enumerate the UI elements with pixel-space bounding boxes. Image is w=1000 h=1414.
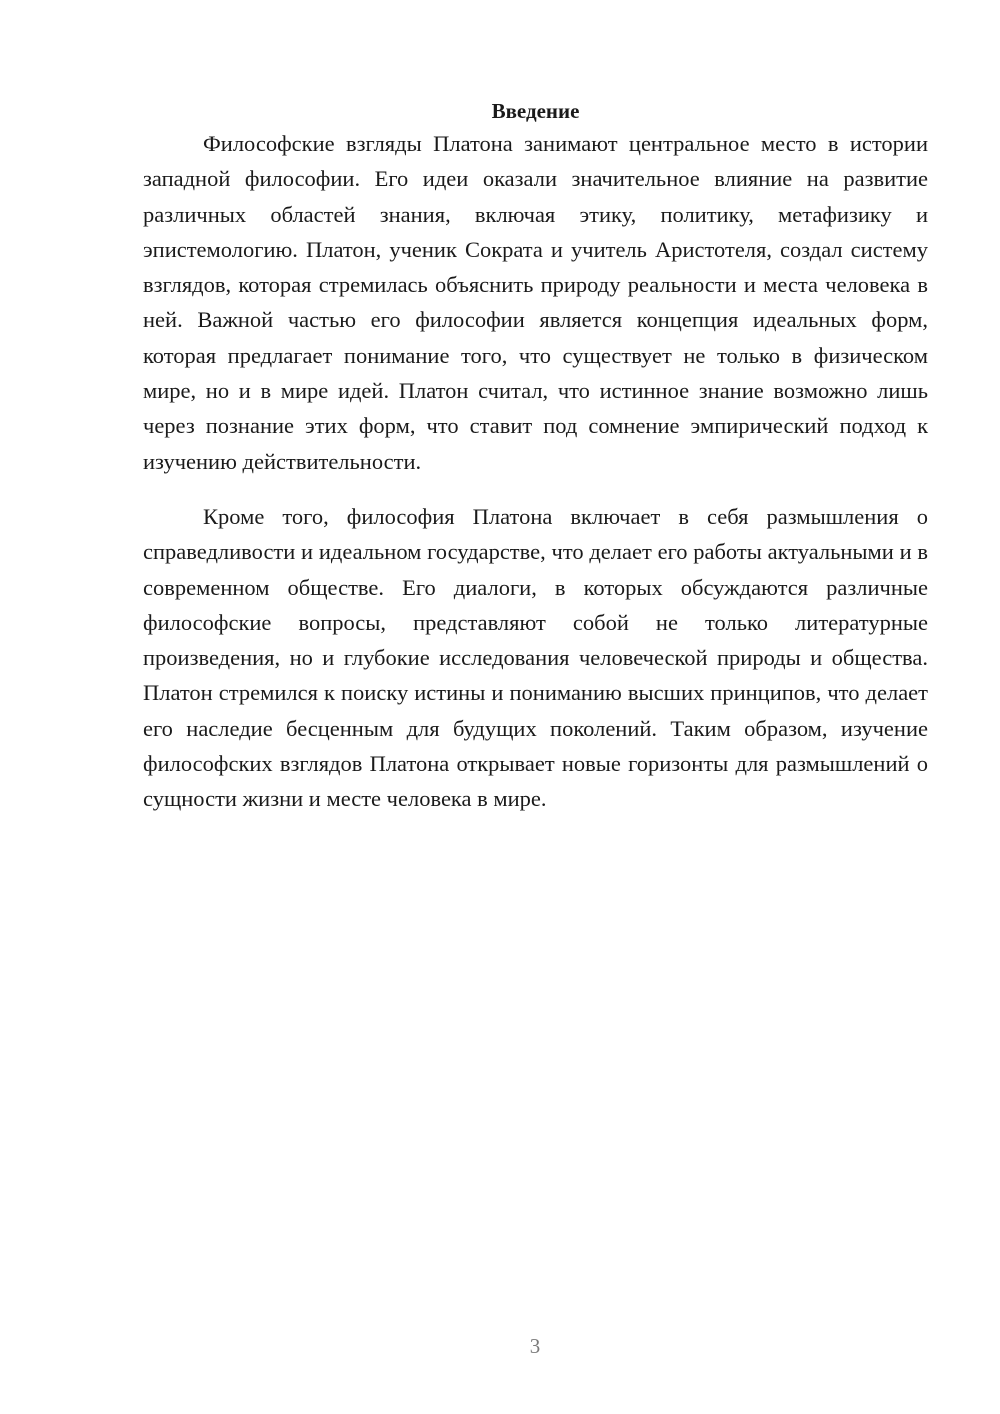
section-title: Введение <box>491 99 580 123</box>
page-content <box>143 96 928 817</box>
body-paragraph-1: Философские взгляды Платона занимают центральное место в истории западной философии. Его идеи оказали значительное влияние на развитие различных областей знания, включая этику, политику, метафизику и эпистемологию. Платон, ученик Сократа и учитель Аристотеля, создал систему взглядов, которая стремилась объяснить природу реальности и места человека в ней. Важной частью его философии является концепция идеальных форм, которая предлагает понимание того, что существует не только в физическом мире, но и в мире идей. Платон считал, что истинное знание возможно лишь через познание этих форм, что ставит под сомнение эмпирический подход к изучению действительности. <box>143 131 928 474</box>
page-number: 3 <box>529 1334 541 1358</box>
body-paragraph-2: Кроме того, философия Платона включает в себя размышления о справедливости и идеальном государстве, что делает его работы актуальными и в современном обществе. Его диалоги, в которых обсуждаются различные философские вопросы, представляют собой не только литературные произведения, но и глубокие исследования человеческой природы и общества. Платон стремился к поиску истины и пониманию высших принципов, что делает его наследие бесценным для будущих поколений. Таким образом, изучение философских взглядов Платона открывает новые горизонты для размышлений о сущности жизни и месте человека в мире. <box>143 503 928 812</box>
